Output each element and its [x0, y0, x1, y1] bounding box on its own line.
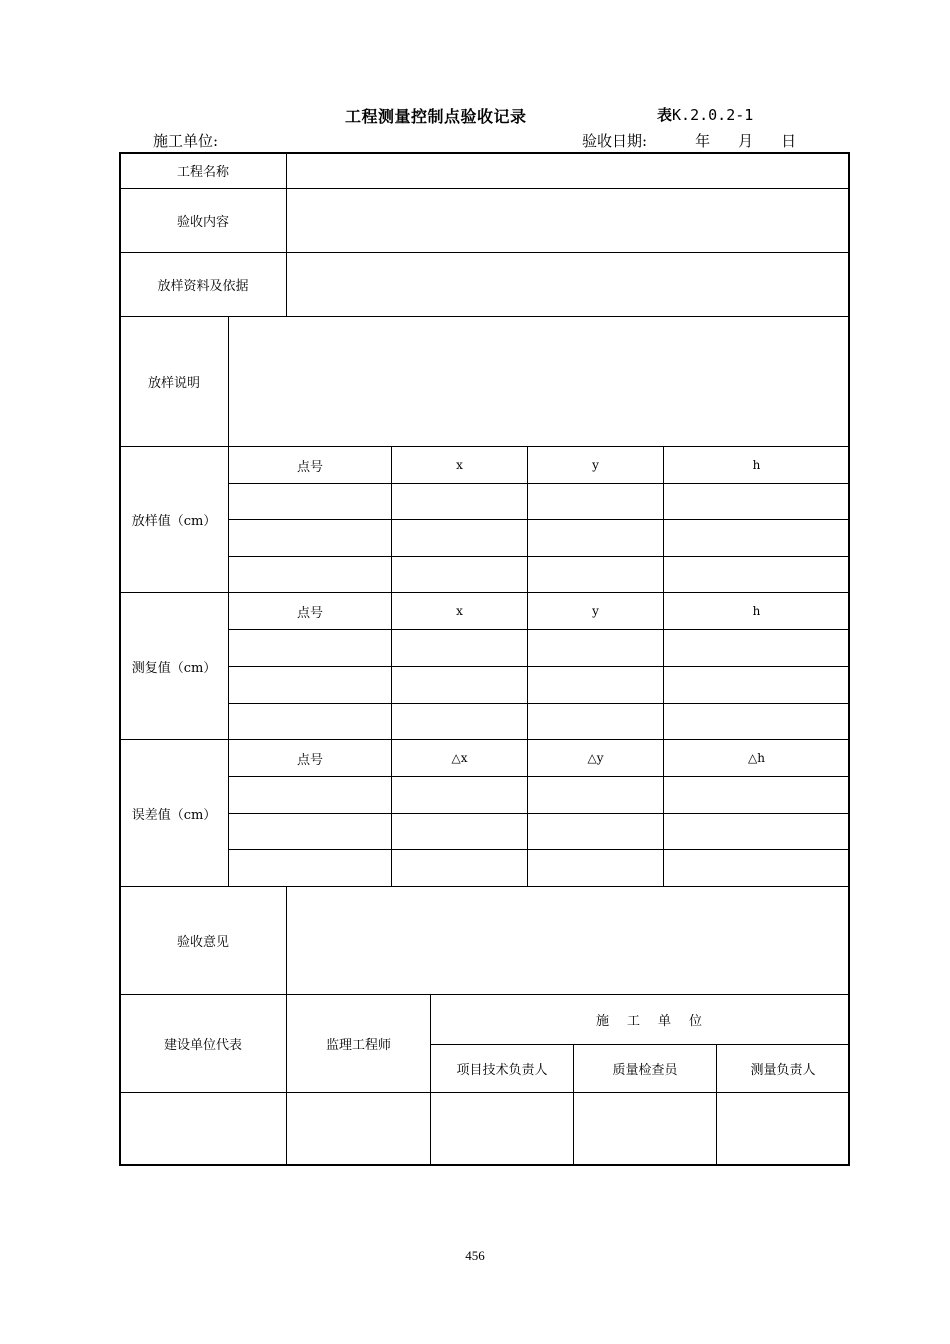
construction-unit-header: 施工单位 — [595, 1014, 720, 1029]
point-no-header: 点号 — [296, 459, 323, 475]
form-title: 工程测量控制点验收记录 — [345, 107, 527, 126]
construction-unit-label: 施工单位: — [153, 132, 219, 150]
survey-lead-label: 测量负责人 — [750, 1063, 816, 1078]
x-header: x — [456, 604, 463, 618]
tech-lead-label: 项目技术负责人 — [456, 1063, 548, 1078]
page-number: 456 — [465, 1248, 485, 1263]
acceptance-opinion-field[interactable] — [287, 887, 849, 994]
year-label: 年 — [695, 132, 711, 150]
supervisor-signature[interactable] — [287, 1093, 430, 1165]
owner-rep-signature[interactable] — [120, 1093, 286, 1165]
acceptance-date — [582, 130, 796, 151]
grid-line — [391, 446, 392, 886]
layout-description-field[interactable] — [229, 317, 849, 446]
month-label: 月 — [738, 132, 754, 150]
grid-line — [527, 446, 528, 886]
resurvey-values-label: 测复值（cm） — [131, 660, 217, 676]
grid-line — [228, 776, 849, 777]
x-header: x — [456, 458, 463, 472]
point-no-header: 点号 — [296, 752, 323, 768]
h-header: h — [752, 604, 761, 618]
quality-inspector-signature[interactable] — [574, 1093, 716, 1165]
grid-line — [228, 703, 849, 704]
grid-line — [228, 813, 849, 814]
error-values-label: 误差值（cm） — [131, 807, 217, 823]
y-header: y — [592, 458, 599, 472]
grid-line — [228, 519, 849, 520]
acceptance-opinion-label: 验收意见 — [176, 935, 229, 950]
supervisor-label: 监理工程师 — [325, 1038, 391, 1053]
project-name-label: 工程名称 — [176, 165, 229, 180]
dy-header: △y — [587, 751, 604, 765]
table-number-label: 表 — [657, 106, 673, 124]
grid-line — [228, 556, 849, 557]
owner-rep-label: 建设单位代表 — [163, 1038, 242, 1053]
quality-inspector-label: 质量检查员 — [612, 1063, 678, 1078]
acceptance-date-label: 验收日期: — [582, 132, 648, 150]
project-name-field[interactable] — [287, 153, 849, 188]
grid-line — [228, 483, 849, 484]
dh-header: △h — [748, 751, 765, 765]
grid-line — [228, 666, 849, 667]
survey-lead-signature[interactable] — [717, 1093, 849, 1165]
acceptance-content-label: 验收内容 — [176, 215, 229, 230]
grid-line — [663, 446, 664, 886]
grid-line — [228, 849, 849, 850]
layout-values-label: 放样值（cm） — [131, 514, 217, 529]
table-number-code: K.2.0.2-1 — [672, 106, 754, 124]
dx-header: △x — [451, 751, 468, 765]
tech-lead-signature[interactable] — [431, 1093, 573, 1165]
acceptance-content-field[interactable] — [287, 189, 849, 252]
h-header: h — [752, 458, 761, 472]
layout-basis-field[interactable] — [287, 253, 849, 316]
day-label: 日 — [781, 132, 797, 150]
point-no-header: 点号 — [296, 605, 323, 621]
layout-basis-label: 放样资料及依据 — [157, 279, 249, 294]
y-header: y — [592, 604, 599, 618]
table-number — [657, 104, 753, 125]
layout-description-label: 放样说明 — [147, 376, 200, 391]
grid-line — [228, 629, 849, 630]
